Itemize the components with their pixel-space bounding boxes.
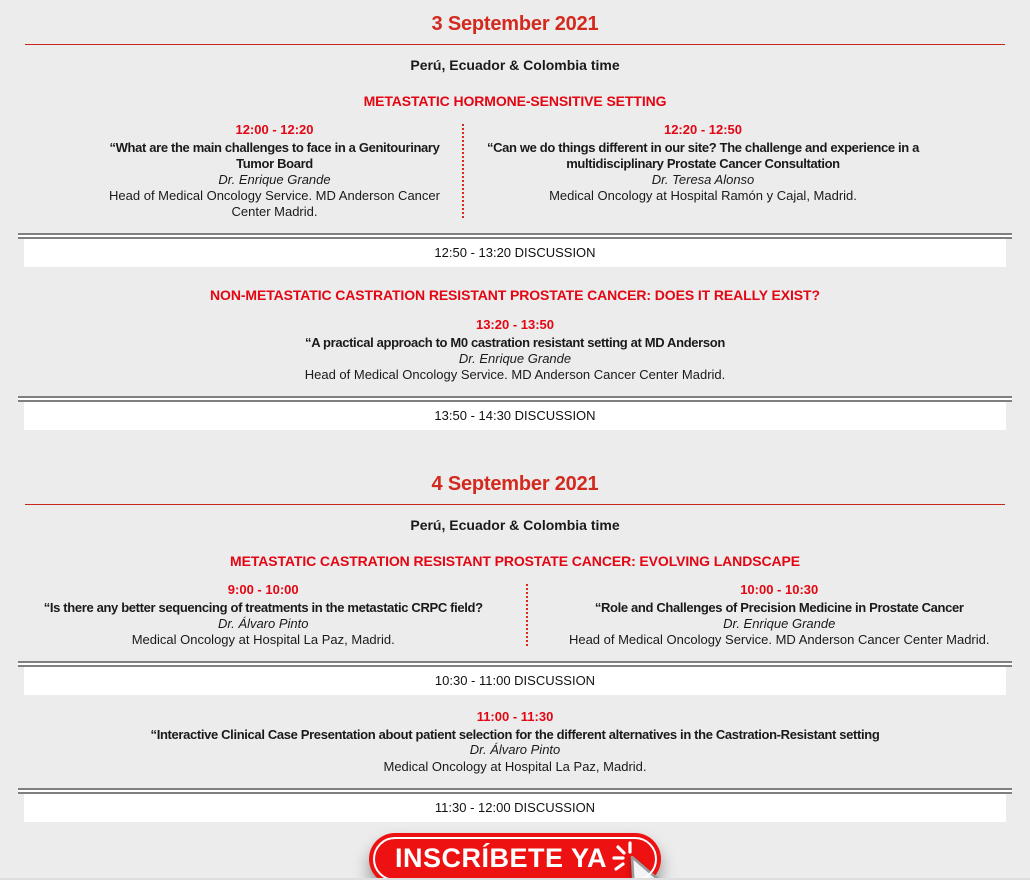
- discussion-label: 11:30 - 12:00 DISCUSSION: [24, 794, 1006, 822]
- day1-single-session: [0, 317, 1030, 383]
- speaker-affiliation: Medical Oncology at Hospital La Paz, Madrid.: [383, 758, 647, 774]
- day2-session-row: [0, 582, 1030, 648]
- day1-session-row: [0, 122, 1030, 220]
- day2-section1-title: METASTATIC CASTRATION RESISTANT PROSTATE CANCER: EVOLVING LANDSCAPE: [230, 552, 800, 569]
- talk-title: “What are the main challenges to face in a Genitourinary Tumor Board: [109, 140, 440, 171]
- speaker-affiliation: Head of Medical Oncology Service. MD Anderson Cancer Center Madrid.: [109, 187, 440, 219]
- day2-session-right: [528, 582, 1030, 648]
- day2-session-left: [0, 582, 526, 648]
- talk-title: “Role and Challenges of Precision Medicine in Prostate Cancer: [594, 599, 964, 615]
- day1-section2-title: NON-METASTATIC CASTRATION RESISTANT PROSTATE CANCER: DOES IT REALLY EXIST?: [210, 286, 820, 303]
- speaker-name: Dr. Teresa Alonso: [651, 171, 755, 187]
- discussion-label: 10:30 - 11:00 DISCUSSION: [24, 667, 1006, 695]
- session-time: 12:00 - 12:20: [235, 122, 314, 137]
- day1-discussion-bar-2: [24, 396, 1006, 430]
- speaker-affiliation: Head of Medical Oncology Service. MD Anderson Cancer Center Madrid.: [304, 366, 726, 382]
- speaker-affiliation: Head of Medical Oncology Service. MD Anderson Cancer Center Madrid.: [568, 631, 990, 647]
- session-time: 13:20 - 13:50: [475, 316, 555, 332]
- register-button[interactable]: [369, 833, 661, 880]
- day2-date-heading: 4 September 2021: [431, 472, 599, 495]
- talk-title: “Interactive Clinical Case Presentation about patient selection for the different alternatives in the Castration-Resistant setting: [150, 726, 880, 742]
- discussion-label: 13:50 - 14:30 DISCUSSION: [24, 402, 1006, 430]
- day1-date-heading: 3 September 2021: [431, 13, 599, 35]
- day2-single-session: [0, 709, 1030, 775]
- day1-timezone-label: Perú, Ecuador & Colombia time: [410, 57, 620, 73]
- day1-session-right: [464, 122, 943, 220]
- session-time: 11:00 - 11:30: [476, 708, 554, 724]
- speaker-name: Dr. Enrique Grande: [458, 350, 572, 366]
- day2-discussion-bar-1: [24, 661, 1006, 695]
- day2-timezone-label: Perú, Ecuador & Colombia time: [410, 516, 620, 533]
- session-time: 9:00 - 10:00: [227, 581, 299, 597]
- speaker-name: Dr. Álvaro Pinto: [469, 742, 561, 758]
- speaker-name: Dr. Álvaro Pinto: [217, 615, 309, 631]
- speaker-affiliation: Medical Oncology at Hospital Ramón y Cajal, Madrid.: [549, 187, 857, 203]
- register-cta-area: [369, 833, 661, 880]
- register-button-label: INSCRÍBETE YA: [394, 843, 608, 874]
- session-time: 10:00 - 10:30: [740, 581, 819, 597]
- day2-red-rule: [25, 504, 1005, 505]
- day2-discussion-bar-2: [24, 788, 1006, 822]
- day1-session-left: [88, 122, 462, 220]
- session-time: 12:20 - 12:50: [663, 122, 743, 137]
- day1-section1-title: METASTATIC HORMONE-SENSITIVE SETTING: [363, 93, 667, 109]
- talk-title: “A practical approach to M0 castration resistant setting at MD Anderson: [305, 334, 725, 350]
- day1-discussion-bar-1: [24, 233, 1006, 267]
- day1-red-rule: [25, 44, 1005, 45]
- speaker-name: Dr. Enrique Grande: [218, 171, 331, 187]
- talk-title: “Can we do things different in our site? The challenge and experience in a multidisciplinary Prostate Cancer Consultation: [486, 140, 920, 171]
- talk-title: “Is there any better sequencing of treatments in the metastatic CRPC field?: [43, 599, 483, 615]
- speaker-name: Dr. Enrique Grande: [723, 615, 836, 631]
- speaker-affiliation: Medical Oncology at Hospital La Paz, Madrid.: [131, 631, 395, 647]
- discussion-label: 12:50 - 13:20 DISCUSSION: [24, 239, 1006, 267]
